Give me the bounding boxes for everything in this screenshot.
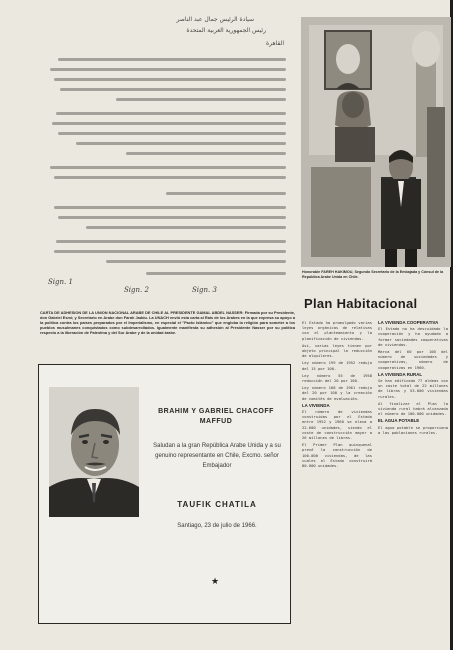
signature-3: Sign. 3 bbox=[192, 286, 217, 294]
ambassador-name: TAUFIK CHATILA bbox=[177, 500, 257, 509]
arabic-salutation: القاهرة bbox=[266, 40, 284, 47]
signature-1: Sign. 1 bbox=[48, 278, 73, 286]
plan-title: Plan Habitacional bbox=[304, 296, 418, 311]
star-icon: ★ bbox=[211, 577, 220, 587]
ad-date: Santiago, 23 de julio de 1966. bbox=[177, 523, 257, 529]
consul-caption: Honorable FAREH HAKIMOU, Segundo Secretario de la Embajada y Cónsul de la República Arabe Unida en Chile. bbox=[302, 270, 444, 279]
consul-photo bbox=[301, 17, 451, 267]
greeting-text: Saludan a la gran República Arabe Unida y a su genuino representante en Chile, Excmo. señor Embajador bbox=[153, 443, 281, 469]
arabic-heading: سيادة الرئيس جمال عبد الناصر bbox=[176, 16, 254, 23]
arabic-letter bbox=[42, 12, 292, 307]
nasser-portrait bbox=[49, 387, 139, 517]
advertiser-names: BRAHIM Y GABRIEL CHACOFF MAFFUD bbox=[158, 408, 274, 425]
letter-caption: CARTA DE ADHESION DE LA UNION NACIONAL ARABE DE CHILE AL PRESIDENTE GAMAL ABDEL NASSER: Firmada por su Presidente, don Gabriel Esmi; y Secretario en Arabe don Farah Jaddu. La UNACH envió esta carta al Rais de los Arabes en la que expresa su apoyo a la política contra los países preparados por el Imperialismo, en especial el "Pacto Islámico" que engloba la religión para someter a los pueblos musulmanes conquistados como subdesarrollados. Igualmente manifiesta su adhesión al Presidente Nasser por su política respecto a la liberación de Palestina y del Sur Arabe y de la unidad árabe. bbox=[40, 310, 295, 335]
greeting-advertisement bbox=[38, 364, 291, 624]
plan-column-2: LA VIVIENDA COOPERATIVA El Estado no ha descuidado la cooperación y ha ayudado a formar sociedades cooperativas de viviendas. Marca del 60 por 100 del número de sociedades y cooperativas, número de cooperativas en 1960. LA VIVIENDA RURAL Se han edificado 77 aldeas con un coste total de 22 millones de libras y 53.000 viviendas rurales. Al finalizar el Plan la vivienda rural habrá alcanzado el número de 100.000 unidades. EL AGUA POTABLE El agua potable se proporciona a las poblaciones rurales. bbox=[378, 320, 448, 435]
signature-2: Sign. 2 bbox=[124, 286, 149, 294]
arabic-subheading: رئيس الجمهورية العربية المتحدة bbox=[186, 27, 266, 34]
plan-column-1: El Estado ha promulgado varias leyes orgánicas de relativas con el planteamiento y la planificación de viviendas. Así, varias leyes tienen por objeto principal la reducción de alquileres. Ley número 199 de 1952 redujo del 15 por 100. Ley número 55 de 1958 reducción del 20 por 100. Ley número 168 de 1961 redujo del 20 por 100 y la creación de comités de evaluación. LA VIVIENDA El número de viviendas construidas por el Estado entre 1952 y 1960 se eleva a 22.600 unidades, siendo el coste de construcción mayor a 26 millones de libras. El Primer Plan quinquenal prevé la construcción de 100.000 viviendas, de las cuales el Estado construirá 80.000 unidades. bbox=[302, 320, 372, 469]
